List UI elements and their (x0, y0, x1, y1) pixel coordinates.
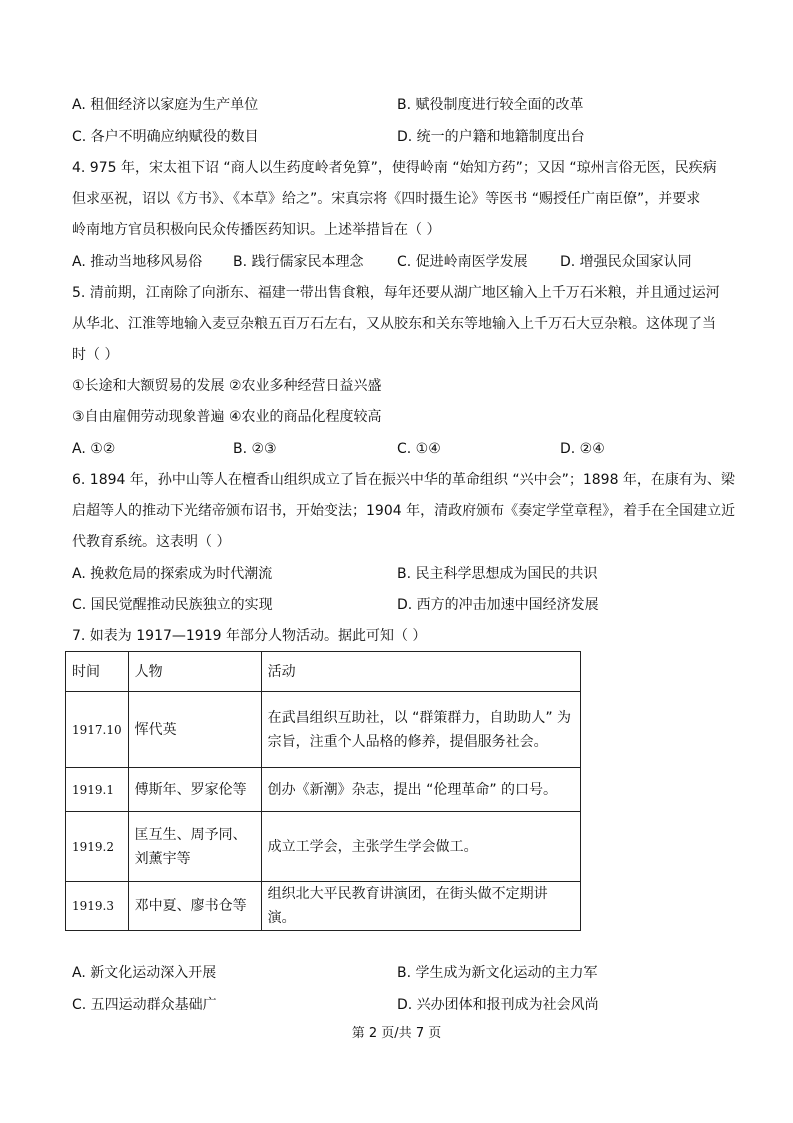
row-people (128, 768, 261, 812)
q5-option-d: D. ②④ (560, 441, 605, 457)
q7-option-d: D. 兴办团体和报刊成为社会风尚 (397, 997, 599, 1013)
q5-statements-line-1: ①长途和大额贸易的发展 ②农业多种经营日益兴盛 (72, 378, 382, 394)
row-people-line: 匡互生、周予同、 (134, 826, 247, 843)
row-activity-line: 成立工学会，主张学生学会做工。 (267, 838, 478, 855)
page-number-footer: 第 2 页/共 7 页 (351, 1026, 442, 1041)
q5-option-b: B. ②③ (233, 441, 277, 457)
q4-option-b: B. 践行儒家民本理念 (233, 254, 364, 270)
q5-option-a: A. ①② (72, 441, 116, 457)
table-row (66, 812, 581, 882)
q5-statements-line-2: ③自由雇佣劳动现象普遍 ④农业的商品化程度较高 (72, 409, 382, 425)
row-people-line: 刘薰宇等 (134, 850, 191, 867)
activities-table (65, 651, 581, 931)
q6-option-b: B. 民主科学思想成为国民的共识 (397, 566, 598, 582)
q6-stem-line-3: 代教育系统。这表明（ ） (72, 534, 231, 550)
header-activity: 活动 (261, 652, 580, 692)
row-activity (261, 768, 580, 812)
table-header-row (66, 652, 581, 692)
q7-option-a: A. 新文化运动深入开展 (72, 965, 217, 981)
q4-stem-line-2: 但求巫祝，诏以《方书》、《本草》给之”。宋真宗将《四时摄生论》等医书 “赐授任广南臣僚”，并要求 (72, 191, 701, 207)
q5-option-c: C. ①④ (397, 441, 441, 457)
row-activity-line: 宗旨，注重个人品格的修养，提倡服务社会。 (267, 733, 548, 750)
row-people-line: 傅斯年、罗家伦等 (134, 781, 247, 798)
q3-option-c: C. 各户不明确应纳赋役的数目 (72, 129, 259, 145)
row-activity (261, 692, 580, 768)
row-time: 1919.2 (66, 812, 129, 882)
q4-stem-line-3: 岭南地方官员积极向民众传播医药知识。上述举措旨在（ ） (72, 222, 441, 238)
row-time: 1919.3 (66, 882, 129, 931)
row-activity-line: 创办《新潮》杂志，提出 “伦理革命” 的口号。 (267, 781, 558, 798)
row-people-line: 邓中夏、廖书仓等 (134, 898, 247, 914)
q3-option-d: D. 统一的户籍和地籍制度出台 (397, 129, 585, 145)
q6-stem-line-2: 启超等人的推动下光绪帝颁布诏书，开始变法；1904 年，清政府颁布《奏定学堂章程》，着手在全国建立近 (72, 503, 736, 519)
row-activity-line: 在武昌组织互助社，以 “群策群力，自助助人” 为 (267, 709, 572, 726)
row-time: 1919.1 (66, 768, 129, 812)
q4-option-a: A. 推动当地移风易俗 (72, 254, 203, 270)
q6-option-d: D. 西方的冲击加速中国经济发展 (397, 597, 599, 613)
q4-option-d: D. 增强民众国家认同 (560, 254, 692, 270)
row-people-line: 恽代英 (134, 721, 177, 738)
row-activity (261, 882, 580, 931)
table-row (66, 692, 581, 768)
q4-stem-line-1: 4. 975 年，宋太祖下诏 “商人以生药度岭者免算”，使得岭南 “始知方药”；又因 “琼州言俗无医，民疾病 (72, 160, 717, 176)
q6-option-c: C. 国民觉醒推动民族独立的实现 (72, 597, 273, 613)
q7-option-b: B. 学生成为新文化运动的主力军 (397, 965, 598, 981)
q4-option-c: C. 促进岭南医学发展 (397, 254, 528, 270)
q3-option-b: B. 赋役制度进行较全面的改革 (397, 97, 584, 113)
header-people: 人物 (128, 652, 261, 692)
row-people (128, 812, 261, 882)
row-activity-line: 组织北大平民教育讲演团，在街头做不定期讲演。 (267, 886, 548, 926)
row-people (128, 692, 261, 768)
row-time: 1917.10 (66, 692, 129, 768)
header-time: 时间 (66, 652, 129, 692)
q7-stem: 7. 如表为 1917—1919 年部分人物活动。据此可知（ ） (72, 628, 427, 644)
q3-option-a: A. 租佃经济以家庭为生产单位 (72, 97, 259, 113)
q7-option-c: C. 五四运动群众基础广 (72, 997, 217, 1013)
q5-stem-line-3: 时（ ） (72, 347, 119, 363)
row-activity (261, 812, 580, 882)
q5-stem-line-2: 从华北、江淮等地输入麦豆杂粮五百万石左右，又从胶东和关东等地输入上千万石大豆杂粮。这体现了当 (72, 316, 716, 332)
row-people (128, 882, 261, 931)
q6-option-a: A. 挽救危局的探索成为时代潮流 (72, 566, 273, 582)
table-row (66, 882, 581, 931)
q6-stem-line-1: 6. 1894 年，孙中山等人在檀香山组织成立了旨在振兴中华的革命组织 “兴中会”；1898 年，在康有为、梁 (72, 472, 735, 488)
table-row (66, 768, 581, 812)
q5-stem-line-1: 5. 清前期，江南除了向浙东、福建一带出售食粮，每年还要从湖广地区输入上千万石米粮，并且通过运河 (72, 285, 720, 301)
